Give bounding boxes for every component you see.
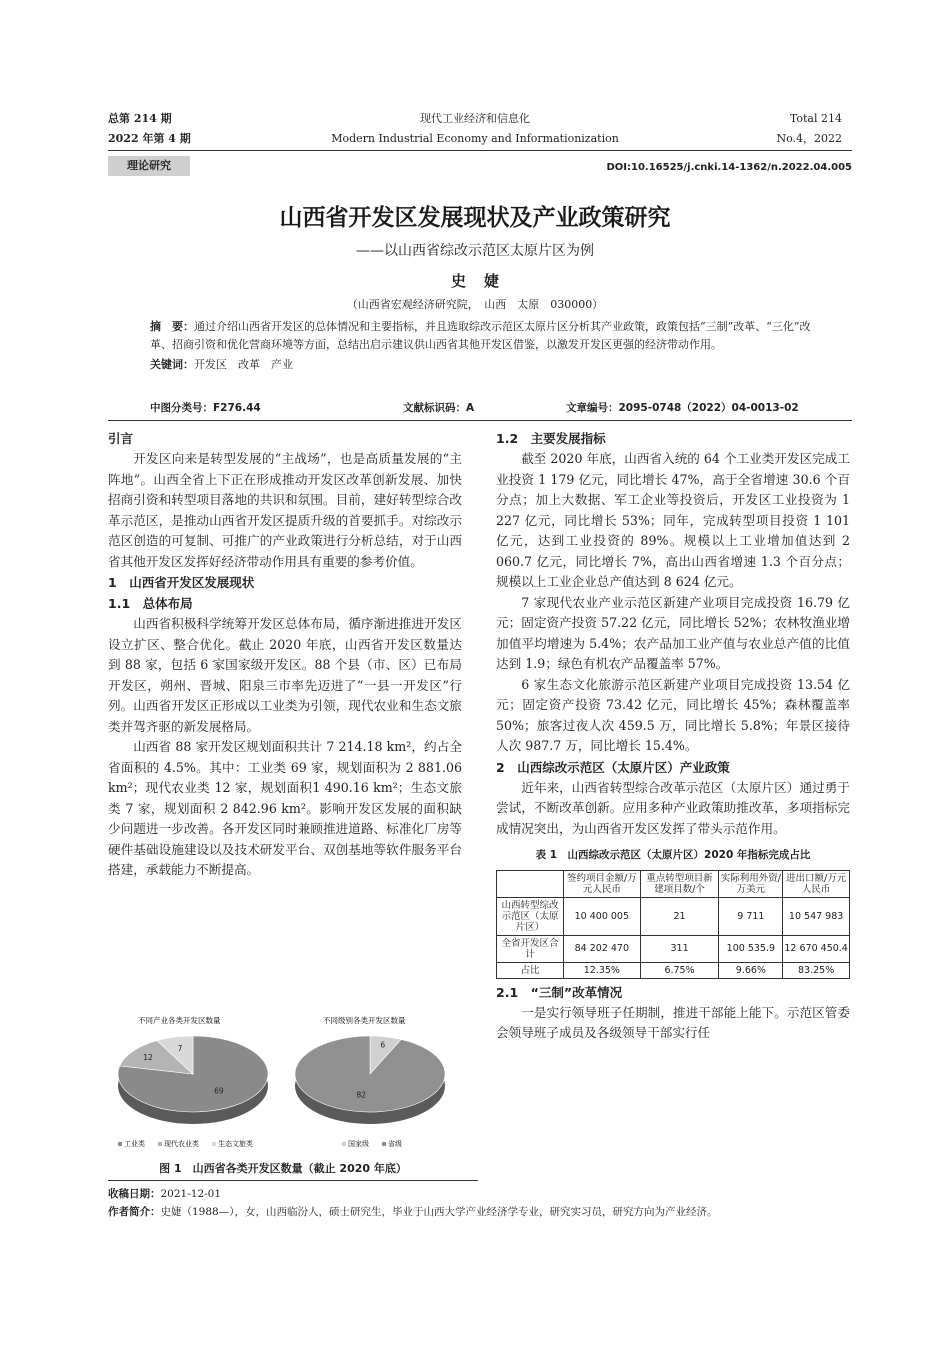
table-cell: 84 202 470 <box>564 935 641 962</box>
author-affiliation: （山西省宏观经济研究院， 山西 太原 030000） <box>346 298 604 311</box>
header-journal-en: Modern Industrial Economy and Informationization <box>331 132 619 145</box>
pie1-chart <box>118 1036 268 1124</box>
received-label: 收稿日期： <box>108 1188 161 1200</box>
table-cell: 9.66% <box>719 962 783 978</box>
abstract-label: 摘 要： <box>150 320 194 333</box>
header-rule <box>108 150 852 151</box>
author-bio-label: 作者简介： <box>108 1206 161 1218</box>
section-1-2-heading: 1.2 主要发展指标 <box>496 431 606 446</box>
left-column <box>108 428 462 881</box>
clc-number: 中图分类号：F276.44 <box>150 402 261 414</box>
table-cell: 6.75% <box>640 962 719 978</box>
doi[interactable]: DOI:10.16525/j.cnki.14-1362/n.2022.04.005 <box>606 162 852 173</box>
legend-swatch <box>158 1142 162 1146</box>
legend-swatch <box>382 1142 386 1146</box>
abstract-text: 通过介绍山西省开发区的总体情况和主要指标，并且选取综改示范区太原片区分析其产业政策，政策包括“三制”改革、“三化”改革、招商引资和优化营商环境等方面，总结出启示建议供山西省其他开发区借鉴，以激发开发区更强的经济带动作用。 <box>150 320 811 351</box>
table-cell: 占比 <box>497 962 564 978</box>
legend-label: 省级 <box>388 1140 402 1148</box>
table-cell: 12 670 450.4 <box>783 935 850 962</box>
table-header-cell: 重点转型项目新建项目数/个 <box>640 870 719 897</box>
table-cell: 311 <box>640 935 719 962</box>
paper-title: 山西省开发区发展现状及产业政策研究 <box>279 205 671 231</box>
paragraph-layout: 山西省积极科学统筹开发区总体布局，循序渐进推进开发区设立扩区、整合优化。截止 2020 年底，山西省开发区数量达到 88 家，包括 6 家国家级开发区。88 个县（市、区）已布局开发区，朔州、晋城、阳泉三市率先迈进了“一县一开发区”行列。山西省开发区正形成以工业类为引领，现代农业和生态文旅类并驾齐驱的新发展格局。 <box>108 616 462 734</box>
table-cell: 10 547 983 <box>783 897 850 935</box>
pie1-title: 不同产业各类开发区数量 <box>138 1016 221 1025</box>
keywords-text: 开发区 改革 产业 <box>194 358 293 371</box>
legend-label: 生态文旅类 <box>218 1140 253 1148</box>
pie-slice-label: 69 <box>214 1086 224 1096</box>
abstract-block <box>150 318 814 374</box>
pie-slice-label: 6 <box>380 1040 386 1050</box>
paragraph-area: 山西省 88 家开发区规划面积共计 7 214.18 km²，约占全省面积的 4.5%。其中：工业类 69 家，规划面积为 2 881.06 km²；现代农业类 12 家，规划面积1 490.16 km²；生态文旅类 7 家，规划面积 2 842.96 km²。影响开发区发展的面积缺少问题进一步改善。各开发区同时兼顾推进道路、标准化厂房等硬件基础设施建设以及技术研发平台、双创基地等软件服务平台搭建，承载能力不断提高。 <box>108 739 462 877</box>
table-1-caption: 表 1 山西综改示范区（太原片区）2020 年指标完成占比 <box>535 849 811 861</box>
abstract <box>150 318 814 354</box>
author-name: 史婕 <box>450 272 517 290</box>
header-no-en: No.4，2022 <box>776 132 842 145</box>
intro-paragraph: 开发区向来是转型发展的“主战场”，也是高质量发展的“主阵地”。山西全省上下正在形成推动开发区改革创新发展、加快招商引资和转型项目落地的共识和氛围。目前，建好转型综合改革示范区，是推动山西省开发区提质升级的首要抓手。对综改示范区创造的可复制、可推广的产业政策进行分析总结，对于山西省其他开发区发挥好经济带动作用具有重要的参考价值。 <box>108 451 462 569</box>
table-row <box>497 935 850 962</box>
table-cell: 100 535.9 <box>719 935 783 962</box>
header-issue-total: 总第 214 期 <box>108 112 172 125</box>
legend-swatch <box>212 1142 216 1146</box>
header-journal-cn: 现代工业经济和信息化 <box>420 112 530 125</box>
table-row <box>497 897 850 935</box>
table-header-cell: 签约项目金额/万元人民币 <box>564 870 641 897</box>
article-number: 文章编号：2095-0748（2022）04-0013-02 <box>566 402 799 414</box>
legend-swatch <box>118 1142 122 1146</box>
table-header-cell: 实际利用外资/万美元 <box>719 870 783 897</box>
pie1-legend <box>118 1139 253 1148</box>
legend-label: 国家级 <box>348 1140 369 1148</box>
figure-1-caption: 图 1 山西省各类开发区数量（截止 2020 年底） <box>159 1162 407 1175</box>
figure-1 <box>108 1012 458 1157</box>
keywords <box>150 356 814 374</box>
header-issue-number: 2022 年第 4 期 <box>108 132 191 145</box>
received-date <box>108 1186 221 1202</box>
table-cell: 10 400 005 <box>564 897 641 935</box>
intro-heading: 引言 <box>108 431 134 446</box>
author-bio-text: 史婕（1988—），女，山西临汾人，硕士研究生，毕业于山西大学产业经济学专业，研究实习员，研究方向为产业经济。 <box>160 1206 718 1218</box>
table-header-cell: 进出口额/万元人民币 <box>783 870 850 897</box>
legend-swatch <box>342 1142 346 1146</box>
paragraph-tourism: 6 家生态文化旅游示范区新建产业项目完成投资 13.54 亿元；固定资产投资 73.42 亿元，同比增长 45%；森林覆盖率 50%；旅客过夜人次 459.5 万，同比增长 5.8%；年景区接待人次 987.7 万，同比增长 15.4%。 <box>496 676 850 753</box>
pie-slice-label: 12 <box>143 1052 153 1062</box>
pie2-chart <box>295 1036 445 1124</box>
table-1 <box>496 870 850 979</box>
pie-slice-label: 7 <box>177 1044 183 1054</box>
table-cell: 全省开发区合计 <box>497 935 564 962</box>
legend-label: 现代农业类 <box>164 1140 199 1148</box>
paragraph-policy-intro: 近年来，山西省转型综合改革示范区（太原片区）通过勇于尝试，不断改革创新。应用多种产业政策助推改革，多项指标完成情况突出，为山西省开发区发挥了带头示范作用。 <box>496 779 850 836</box>
paper-subtitle: ——以山西省综改示范区太原片区为例 <box>356 243 594 259</box>
table-row <box>497 962 850 978</box>
pie2-legend <box>342 1139 402 1148</box>
section-1-1-heading: 1.1 总体布局 <box>108 596 193 611</box>
right-column <box>496 428 850 1044</box>
pie2-title: 不同级别各类开发区数量 <box>323 1016 406 1025</box>
author-bio <box>108 1204 852 1220</box>
paragraph-agriculture: 7 家现代农业产业示范区新建产业项目完成投资 16.79 亿元；固定资产投资 57.22 亿元，同比增长 52%；农林牧渔业增加值平均增速为 5.4%；农产品加工业产值与农业总产值的比值达到 1.9；绿色有机农产品覆盖率 57%。 <box>496 594 850 671</box>
table-header-row <box>497 870 850 897</box>
table-cell: 12.35% <box>564 962 641 978</box>
meta-rule <box>108 420 852 421</box>
pie-slice-label: 82 <box>356 1090 367 1100</box>
pie-slice <box>295 1036 445 1112</box>
table-cell: 83.25% <box>783 962 850 978</box>
table-cell: 21 <box>640 897 719 935</box>
legend-label: 工业类 <box>124 1140 145 1148</box>
keywords-label: 关键词： <box>150 358 194 371</box>
table-header-cell <box>497 870 564 897</box>
section-1-heading: 1 山西省开发区发展现状 <box>108 575 255 590</box>
section-tag: 理论研究 <box>108 156 190 176</box>
paragraph-indicators: 截至 2020 年底，山西省入统的 64 个工业类开发区完成工业投资 1 179 亿元，同比增长 47%，高于全省增速 30.6 个百分点；加上大数据、军工企业等投资后，开发区工业投资为 1 227 亿元，同比增长 53%；同年，完成转型项目投资 1 101 亿元，达到工业投资的 89%。规模以上工业增加值达到 2 060.7 亿元，同比增长 7%，高出山西省增速 1.3 个百分点；规模以上工业企业总产值达到 8 624 亿元。 <box>496 451 850 589</box>
footnote-rule <box>108 1180 478 1181</box>
section-2-heading: 2 山西综改示范区（太原片区）产业政策 <box>496 759 730 775</box>
document-code: 文献标识码：A <box>403 402 475 414</box>
table-cell: 9 711 <box>719 897 783 935</box>
paragraph-three-systems: 一是实行领导班子任期制，推进干部能上能下。示范区管委会领导班子成员及各级领导干部实行任 <box>496 1004 850 1040</box>
section-2-1-heading: 2.1 “三制”改革情况 <box>496 984 623 1000</box>
received-value: 2021-12-01 <box>160 1188 222 1200</box>
table-cell: 山西转型综改示范区（太原片区） <box>497 897 564 935</box>
figure-1-svg <box>108 1012 458 1157</box>
header-total-en: Total 214 <box>789 112 842 125</box>
